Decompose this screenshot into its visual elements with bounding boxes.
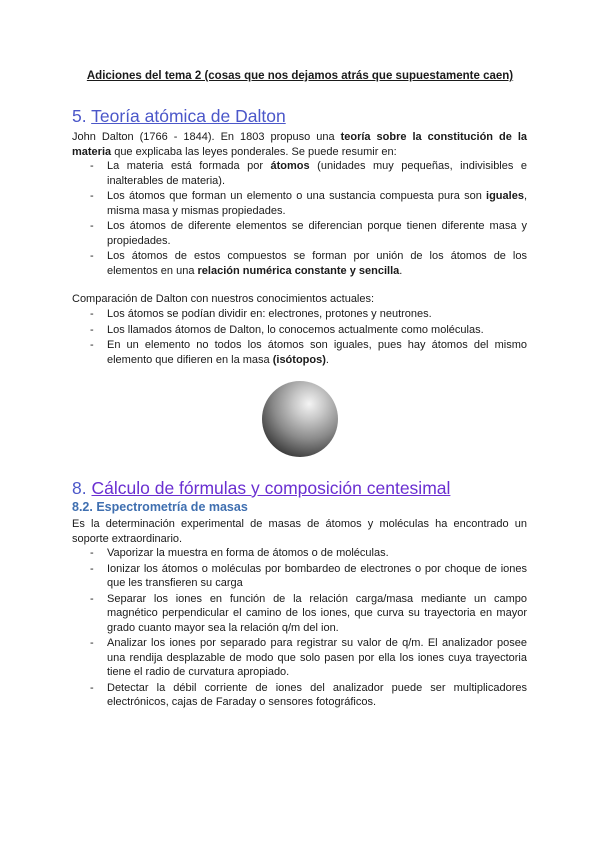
subsection-8-2-heading: 8.2. Espectrometría de masas — [72, 500, 248, 514]
section-5-number: 5. — [72, 106, 87, 126]
dalton-postulates-list — [72, 159, 527, 279]
list-item: - Vaporizar la muestra en forma de átomos o de moléculas. — [90, 547, 389, 559]
list-item: - Detectar la débil corriente de iones del analizador puede ser multiplicadores electrónicos, cajas de Faraday o sensores fotográficos. — [90, 681, 527, 708]
list-item: - Los átomos se podían dividir en: electrones, protones y neutrones. — [90, 308, 432, 320]
section-8-title-link[interactable]: Cálculo de fórmulas y composición centesimal — [91, 478, 451, 498]
section-5-heading — [72, 106, 286, 127]
section-5-intro: John Dalton (1766 - 1844). En 1803 propuso una teoría sobre la constitución de la materia que explicaba las leyes ponderales. Se puede resumir en: — [72, 131, 528, 158]
section-8-heading — [72, 478, 450, 499]
comparison-list — [72, 307, 527, 368]
subsection-intro: Es la determinación experimental de masas de átomos y moléculas ha encontrado un soporte extraordinario. — [72, 518, 527, 545]
list-item: - Los átomos que forman un elemento o una sustancia compuesta pura son iguales, misma masa y mismas propiedades. — [90, 190, 527, 217]
section-8-number: 8. — [72, 478, 87, 498]
list-item: - Los átomos de estos compuestos se forman por unión de los átomos de los elementos en una relación numérica constante y sencilla. — [90, 250, 527, 277]
list-item: - La materia está formada por átomos (unidades muy pequeñas, indivisibles e inalterables de materia). — [90, 160, 527, 187]
list-item: - Analizar los iones por separado para registrar su valor de q/m. El analizador posee una rendija desplazable de modo que solo pasen por ella los iones cuya trayectoria tiene el radio de curvatura apropiado. — [90, 637, 527, 678]
list-item: - Los átomos de diferente elementos se diferencian porque tienen diferente masa y propiedades. — [90, 220, 527, 247]
document-title: Adiciones del tema 2 (cosas que nos dejamos atrás que supuestamente caen) — [86, 70, 514, 82]
list-item: - Los llamados átomos de Dalton, lo conocemos actualmente como moléculas. — [90, 323, 484, 336]
section-5-title-link[interactable]: Teoría atómica de Dalton — [91, 106, 286, 126]
mass-spectrometry-steps — [72, 546, 527, 711]
atom-sphere-image — [262, 381, 338, 457]
comparison-intro: Comparación de Dalton con nuestros conocimientos actuales: — [72, 293, 375, 305]
list-item: - Ionizar los átomos o moléculas por bombardeo de electrones o por choque de iones que les transfieren su carga — [90, 562, 527, 589]
list-item: - En un elemento no todos los átomos son iguales, pues hay átomos del mismo elemento que difieren en la masa (isótopos). — [90, 339, 527, 366]
list-item: - Separar los iones en función de la relación carga/masa mediante un campo magnético perpendicular el camino de los iones, que curva su trayectoria en mayor grado cuanto mayor sea la relación q/m del ion. — [90, 592, 527, 634]
